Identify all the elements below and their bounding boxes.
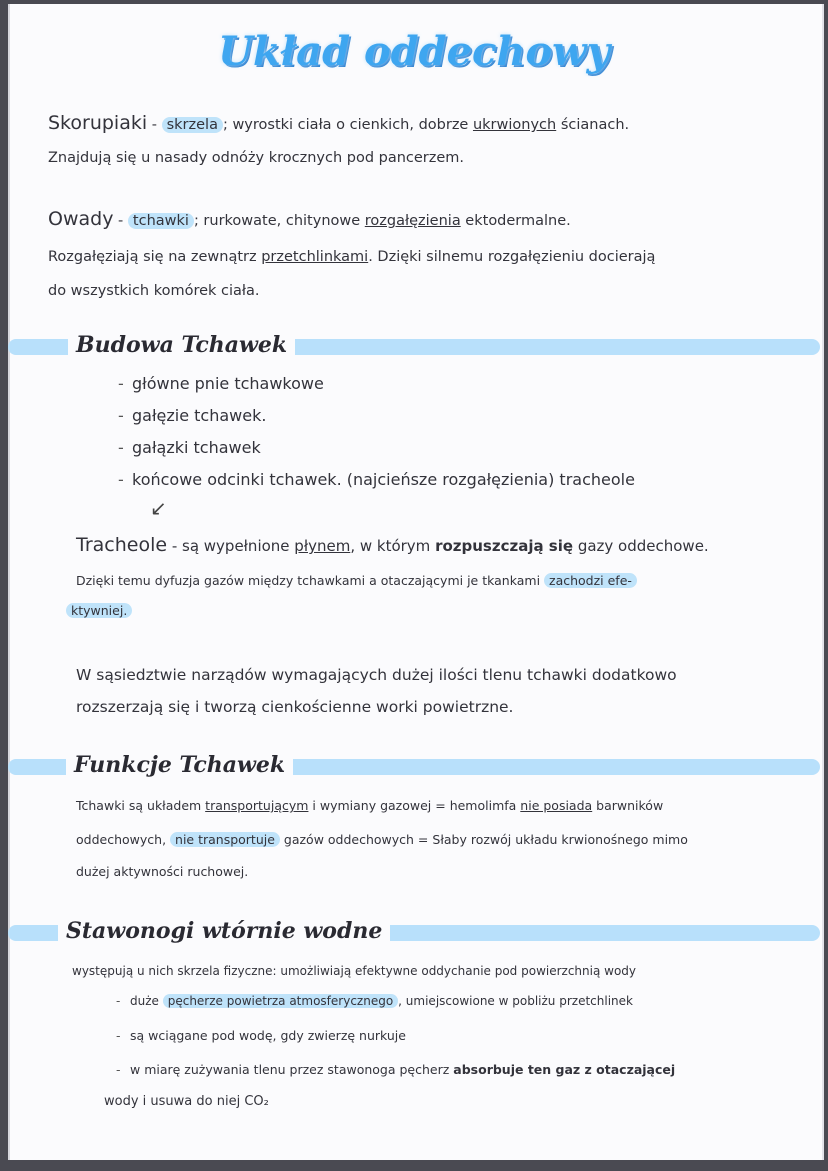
list-item: - duże pęcherze powietrza atmosferycznego , umiejscowione w pobliżu przetchlinek: [116, 994, 633, 1008]
tracheole-line-3: [66, 603, 132, 618]
skorupiaki-term: Skorupiaki: [48, 112, 148, 134]
bold-phrase: absorbuje ten gaz z otaczającej: [453, 1062, 676, 1077]
separator: -: [113, 213, 128, 229]
text-segment: są wypełnione: [182, 537, 295, 555]
text-segment: ścianach.: [556, 117, 630, 133]
underlined-word: nie posiada: [520, 798, 593, 813]
highlight-tchawki: tchawki: [128, 213, 194, 229]
underlined-word: transportującym: [205, 798, 309, 813]
list-item: - gałęzie tchawek.: [118, 406, 267, 425]
separator: -: [147, 117, 162, 133]
stawonogi-intro: występują u nich skrzela fizyczne: umożliwiają efektywne oddychanie pod powierzchnią wody: [72, 964, 637, 978]
funkcje-line-1: [76, 798, 663, 813]
list-item-text: są wciągane pod wodę, gdy zwierzę nurkuje: [130, 1028, 406, 1043]
text-segment: ; wyrostki ciała o cienkich, dobrze: [222, 117, 473, 133]
text-segment: w miarę zużywania tlenu przez stawonoga pęcherz: [130, 1062, 454, 1077]
text-segment: Tchawki są układem: [76, 798, 206, 813]
underlined-word: przetchlinkami: [261, 249, 369, 265]
page-title: Układ oddechowy: [218, 28, 610, 75]
text-segment: duże: [130, 994, 163, 1008]
funkcje-line-2: [76, 832, 688, 847]
sasiedztwo-line-1: W sąsiedztwie narządów wymagających dużej ilości tlenu tchawki dodatkowo: [76, 666, 677, 684]
bold-phrase: rozpuszczają się: [435, 537, 574, 555]
underlined-word: rozgałęzienia: [364, 213, 461, 229]
list-item: - gałązki tchawek: [118, 438, 261, 457]
skorupiaki-line-1: [48, 112, 629, 134]
owady-line-1: [48, 208, 571, 230]
list-item: - główne pnie tchawkowe: [118, 374, 324, 393]
list-item-text: końcowe odcinki tchawek. (najcieńsze rozgałęzienia) tracheole: [132, 470, 635, 489]
heading-funkcje: Funkcje Tchawek: [66, 752, 293, 778]
heading-stawonogi: Stawonogi wtórnie wodne: [58, 918, 390, 944]
text-segment: gazy oddechowe.: [573, 537, 709, 555]
underlined-word: ukrwionych: [472, 117, 557, 133]
underlined-word: płynem: [294, 537, 351, 555]
list-item-text: główne pnie tchawkowe: [132, 374, 324, 393]
owady-line-2: [48, 249, 655, 265]
text-segment: Rozgałęziają się na zewnątrz: [48, 249, 262, 265]
list-item: - końcowe odcinki tchawek. (najcieńsze rozgałęzienia) tracheole: [118, 470, 635, 489]
text-segment: ektodermalne.: [460, 213, 571, 229]
owady-term: Owady: [48, 208, 114, 230]
highlight-phrase: pęcherze powietrza atmosferycznego: [163, 994, 398, 1008]
list-item-text: gałązki tchawek: [132, 438, 261, 457]
separator: -: [167, 537, 182, 555]
highlight-skrzela: skrzela: [162, 117, 223, 133]
owady-line-3: do wszystkich komórek ciała.: [48, 283, 260, 299]
arrow-icon: ↙: [150, 496, 167, 520]
list-item: - w miarę zużywania tlenu przez stawonoga pęcherz absorbuje ten gaz z otaczającej: [116, 1062, 676, 1077]
highlight-phrase: ktywniej.: [66, 603, 132, 618]
funkcje-line-3: dużej aktywności ruchowej.: [76, 864, 249, 879]
tracheole-term: Tracheole: [76, 534, 168, 556]
text-segment: Dzięki temu dyfuzja gazów między tchawkami a otaczającymi je tkankami: [76, 573, 545, 588]
list-item: - są wciągane pod wodę, gdy zwierzę nurkuje: [116, 1028, 406, 1043]
text-segment: , w którym: [350, 537, 436, 555]
text-segment: ; rurkowate, chitynowe: [193, 213, 365, 229]
sasiedztwo-line-2: rozszerzają się i tworzą cienkościenne worki powietrzne.: [76, 698, 514, 716]
highlight-phrase: zachodzi efe-: [544, 573, 637, 588]
stawonogi-line-last: wody i usuwa do niej CO₂: [104, 1094, 269, 1109]
highlight-phrase: nie transportuje: [170, 832, 280, 847]
text-segment: , umiejscowione w pobliżu przetchlinek: [398, 994, 633, 1008]
text-segment: gazów oddechowych = Słaby rozwój układu krwionośnego mimo: [279, 832, 688, 847]
text-segment: oddechowych,: [76, 832, 171, 847]
text-segment: i wymiany gazowej = hemolimfa: [308, 798, 521, 813]
tracheole-line-2: [76, 573, 637, 588]
text-segment: . Dzięki silnemu rozgałęzieniu docierają: [368, 249, 656, 265]
list-item-text: gałęzie tchawek.: [132, 406, 267, 425]
text-segment: barwników: [592, 798, 664, 813]
tracheole-line-1: [76, 534, 709, 556]
heading-budowa: Budowa Tchawek: [68, 332, 295, 358]
skorupiaki-line-2: Znajdują się u nasady odnóży krocznych pod pancerzem.: [48, 150, 465, 166]
